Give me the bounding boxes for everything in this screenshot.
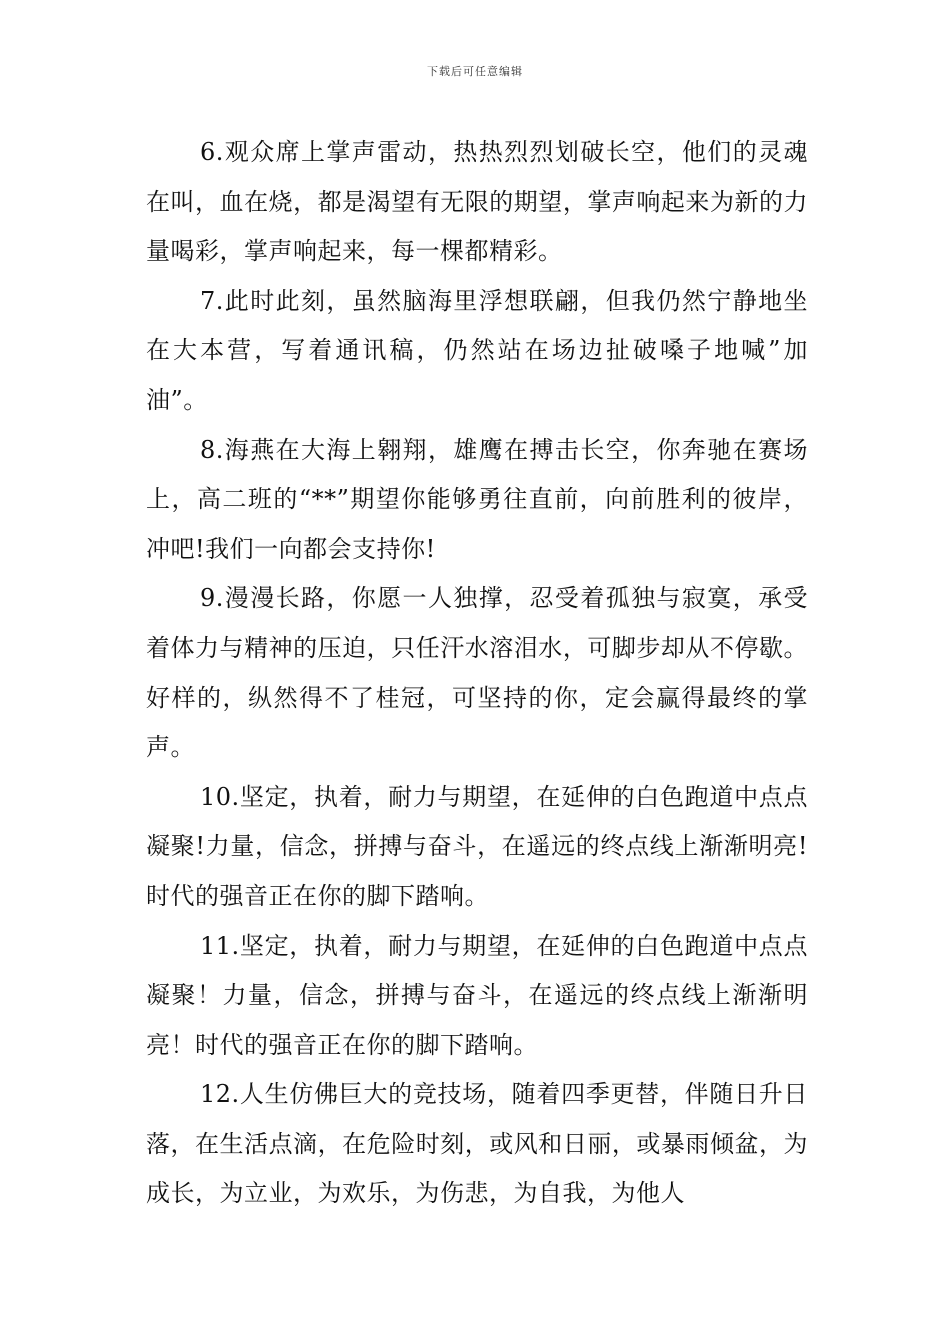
page-header-note: 下载后可任意编辑: [427, 65, 523, 78]
paragraph-8: 8.海燕在大海上翱翔，雄鹰在搏击长空，你奔驰在赛场上，高二班的“**”期望你能够勇往直前，向前胜利的彼岸，冲吧!我们一向都会支持你!: [146, 435, 808, 563]
paragraph-10: 10.坚定，执着，耐力与期望，在延伸的白色跑道中点点凝聚!力量，信念，拼搏与奋斗，在遥远的终点线上渐渐明亮!时代的强音正在你的脚下踏响。: [146, 782, 808, 910]
document-body: [146, 128, 808, 1219]
paragraph-12: 12.人生仿佛巨大的竞技场，随着四季更替，伴随日升日落，在生活点滴，在危险时刻，或风和日丽，或暴雨倾盆，为成长，为立业，为欢乐，为伤悲，为自我，为他人: [146, 1080, 808, 1208]
paragraph-7: 7.此时此刻，虽然脑海里浮想联翩，但我仍然宁静地坐在大本营，写着通讯稿，仍然站在场边扯破嗓子地喊”加油”。: [146, 286, 808, 414]
paragraph-11: 11.坚定，执着，耐力与期望，在延伸的白色跑道中点点凝聚！力量，信念，拼搏与奋斗，在遥远的终点线上渐渐明亮！时代的强音正在你的脚下踏响。: [146, 931, 808, 1059]
paragraph-6: 6.观众席上掌声雷动，热热烈烈划破长空，他们的灵魂在叫，血在烧，都是渴望有无限的期望，掌声响起来为新的力量喝彩，掌声响起来，每一棵都精彩。: [146, 138, 808, 266]
paragraph-9: 9.漫漫长路，你愿一人独撑，忍受着孤独与寂寞，承受着体力与精神的压迫，只任汗水溶泪水，可脚步却从不停歇。好样的，纵然得不了桂冠，可坚持的你，定会赢得最终的掌声。: [146, 584, 808, 762]
